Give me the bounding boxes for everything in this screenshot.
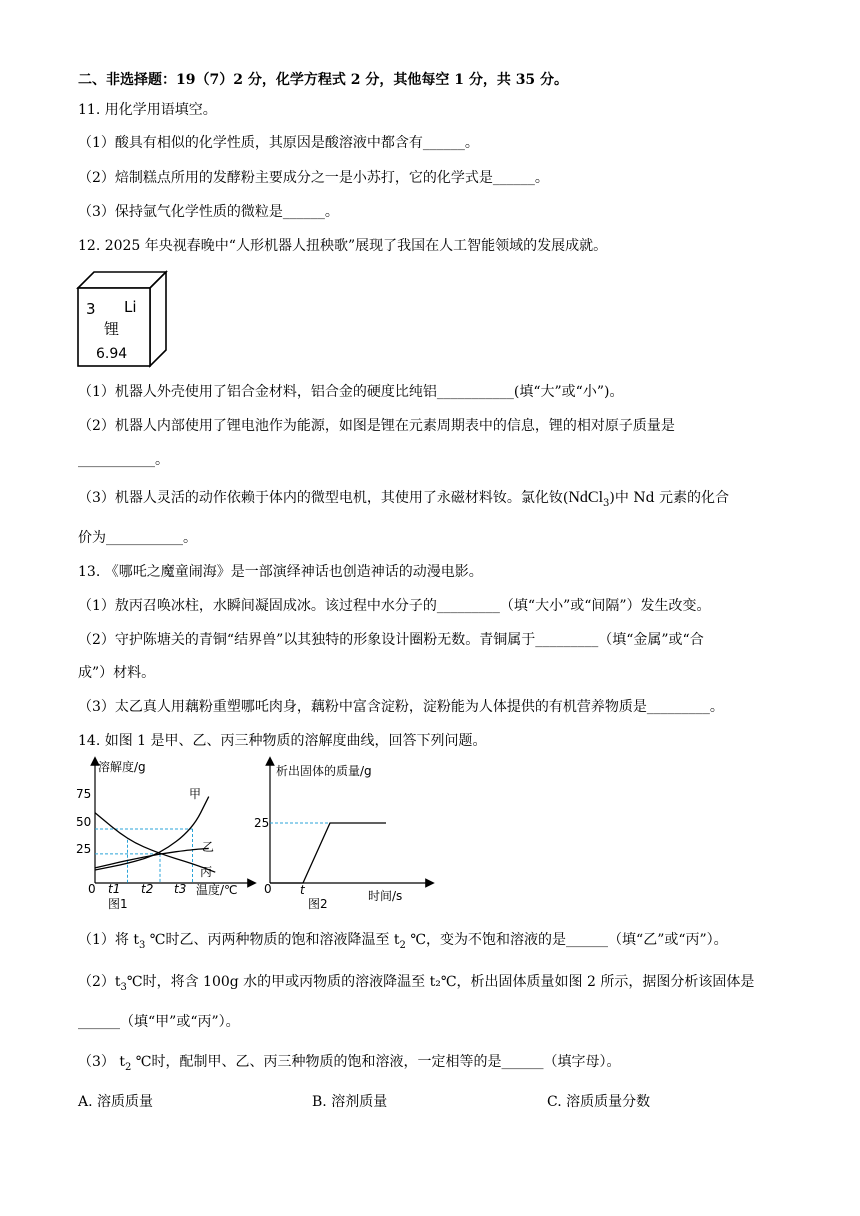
q14-part1 [78,930,728,956]
option-a: A. 溶质质量 [78,1094,154,1110]
fig2-origin: 0 [264,882,272,896]
q13-stem: 13. 《哪吒之魔童闹海》是一部演绎神话也创造神话的动漫电影。 [78,564,483,580]
q14-part2 [78,972,754,998]
q12-part3-tail: )中 Nd 元素的化合 [609,490,729,506]
q11-part2: （2）焙制糕点所用的发酵粉主要成分之一是小苏打，它的化学式是______。 [78,170,549,186]
q14-part1-a: （1）将 t [78,932,139,948]
fig1-xlabel: 温度/℃ [196,883,238,897]
figure-2-precipitate-chart [254,758,438,911]
fig2-series-line [270,823,386,883]
section-header: 二、非选择题：19（7）2 分，化学方程式 2 分，其他每空 1 分，共 35 分。 [78,72,569,88]
q11-part3: （3）保持氩气化学性质的微粒是______。 [78,204,339,220]
q11-part1: （1）酸具有相似的化学性质，其原因是酸溶液中都含有______。 [78,135,479,151]
fig1-ytick-75: 75 [76,787,92,801]
fig2-ytick-25: 25 [254,816,270,830]
fig1-ylabel: 溶解度/g [98,760,146,774]
fig2-xlabel: 时间/s [368,889,403,903]
q14-part3-sub: 2 [124,1061,132,1073]
fig1-series-label-yi: 乙 [202,840,215,854]
fig1-curve-0 [95,797,209,870]
q14-stem: 14. 如图 1 是甲、乙、丙三种物质的溶解度曲线，回答下列问题。 [78,733,487,749]
lithium-element-card [76,270,168,368]
fig2-caption: 图2 [308,897,328,911]
element-number: 3 [86,300,96,318]
fig1-caption: 图1 [108,897,128,911]
fig1-series-label-bing: 丙 [200,865,213,879]
fig2-ylabel: 析出固体的质量/g [276,764,372,778]
q11-stem: 11. 用化学用语填空。 [78,102,217,118]
q14-part2-sub: 3 [120,981,127,993]
fig1-xtick-t1: t1 [108,882,121,896]
fig1-ytick-50: 50 [76,815,92,829]
q14-part1-b: ℃时乙、丙两种物质的饱和溶液降温至 t [145,932,400,948]
q14-part2-blank: ______（填“甲”或“丙”）。 [78,1014,240,1030]
q14-part1-sub2: 2 [399,939,406,951]
fig1-series-label-jia: 甲 [189,787,202,801]
fig1-origin: 0 [88,882,96,896]
q13-part2: （2）守护陈塘关的青铜“结界兽”以其独特的形象设计圈粉无数。青铜属于_________（填“金属”或“合 [78,632,704,648]
option-b: B. 溶剂质量 [312,1094,388,1110]
fig1-xtick-t3: t3 [174,882,187,896]
q12-part3 [78,488,729,514]
element-name: 锂 [104,320,120,338]
q12-stem: 12. 2025 年央视春晚中“人形机器人扭秧歌”展现了我国在人工智能领域的发展成就。 [78,238,608,254]
element-mass: 6.94 [96,346,128,362]
q12-part3-blank: 价为___________。 [78,530,197,546]
q14-part1-sub1: 3 [138,939,146,951]
q12-part2-blank: ___________。 [78,452,169,468]
q14-part2-a: （2）t [78,974,121,990]
element-symbol: Li [124,298,137,316]
q13-part1: （1）敖丙召唤冰柱，水瞬间凝固成冰。该过程中水分子的_________（填“大小”或“间隔”）发生改变。 [78,598,711,614]
q13-part2-cont: 成”）材料。 [78,665,156,681]
q12-part1: （1）机器人外壳使用了铝合金材料，铝合金的硬度比纯铝___________(填“大”或“小”)。 [78,384,624,400]
q14-part3-a: （3） t [78,1054,125,1070]
nd-formula: NdCl [568,489,604,506]
q12-part3-text: （3）机器人灵活的动作依赖于体内的微型电机，其使用了永磁材料钕。氯化钕( [78,490,569,506]
q12-part2: （2）机器人内部使用了锂电池作为能源，如图是锂在元素周期表中的信息，锂的相对原子质量是 [78,418,675,434]
q14-part2-b: ℃时，将含 100g 水的甲或丙物质的溶液降温至 t₂℃，析出固体质量如图 2 所示，据图分析该固体是 [126,974,755,990]
fig1-xtick-t2: t2 [141,882,154,896]
q14-part3 [78,1052,620,1078]
fig1-curve-1 [95,848,209,867]
q14-part3-b: ℃时，配制甲、乙、丙三种物质的饱和溶液，一定相等的是______（填字母）。 [131,1054,621,1070]
q13-part3: （3）太乙真人用藕粉重塑哪吒肉身，藕粉中富含淀粉，淀粉能为人体提供的有机营养物质是_________。 [78,699,724,715]
fig2-xtick-t: t [300,883,305,897]
figure-1-solubility-chart [78,758,258,910]
q14-part1-c: ℃，变为不饱和溶液的是______（填“乙”或“丙”）。 [405,932,728,948]
option-c: C. 溶质质量分数 [547,1094,651,1110]
nd-formula-sub: 3 [603,497,610,509]
fig1-ytick-25: 25 [76,842,92,856]
